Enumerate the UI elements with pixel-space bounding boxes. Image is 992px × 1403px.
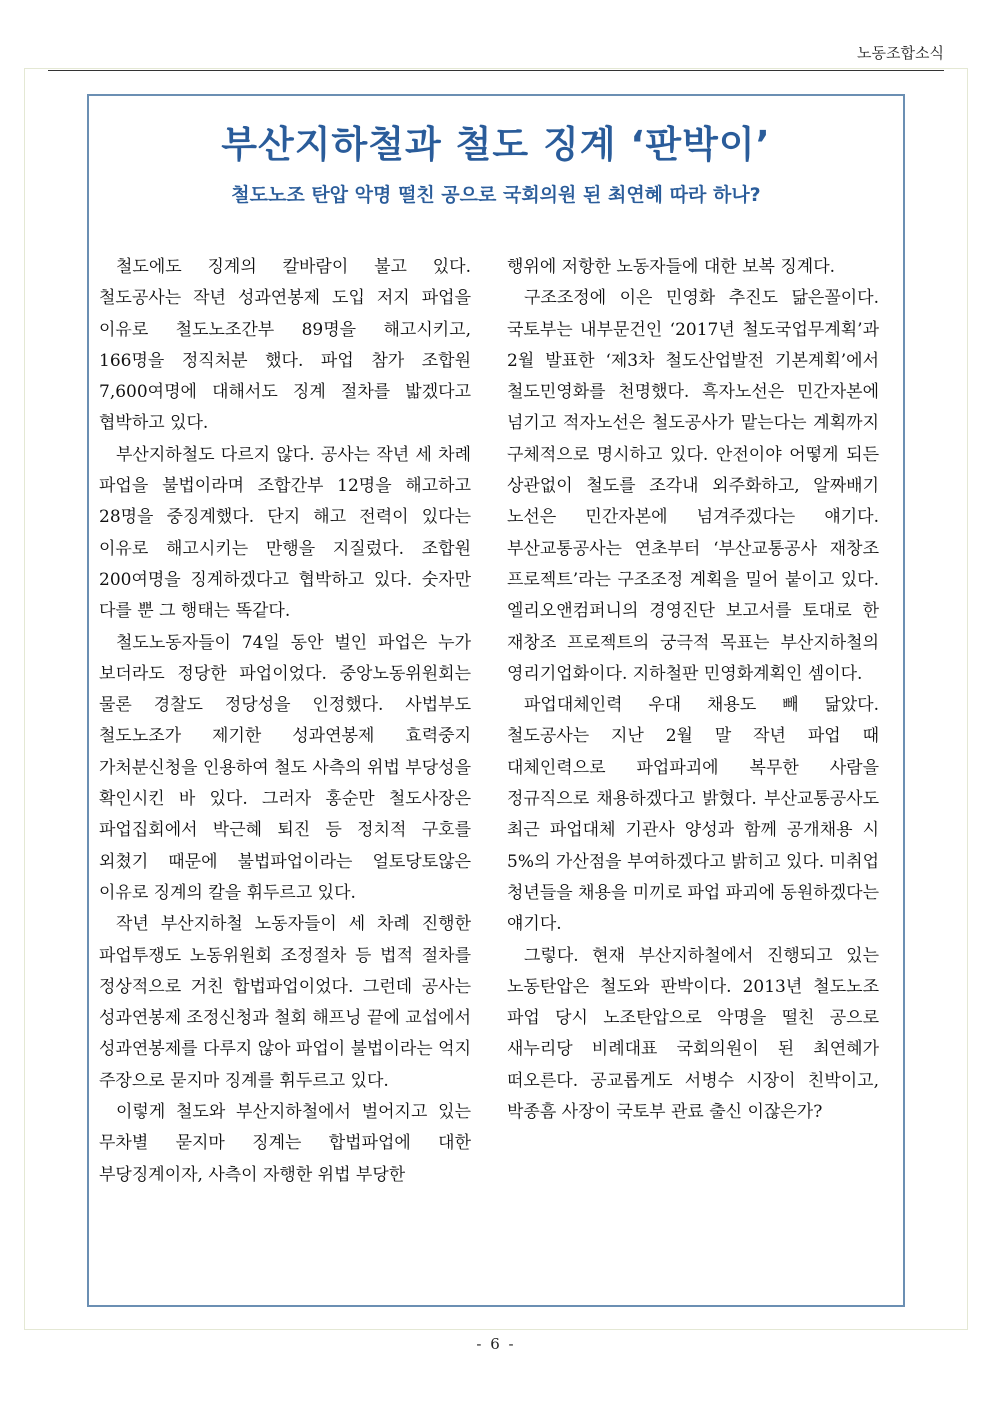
paragraph: 부산지하철도 다르지 않다. 공사는 작년 세 차례 파업을 불법이라며 조합간부 12명을 해고하고 28명을 중징계했다. 단지 해고 전력이 있다는 이유로 해고시키는 만행을 지질렀다. 조합원 200여명을 징계하겠다고 협박하고 있다. 숫자만 다를 뿐 그 행태는 똑같다.: [99, 444, 471, 622]
paragraph: 구조조정에 이은 민영화 추진도 닮은꼴이다. 국토부는 내부문건인 ‘2017년 철도국업무계획’과 2월 발표한 ‘제3차 철도산업발전 기본계획’에서 철도민영화를 천명했다. 흑자노선은 민간자본에 넘기고 적자노선은 철도공사가 맡는다는 계획까지 구체적으로 명시하고 있다. 안전이야 어떻게 되든 상관없이 철도를 조각내 외주화하고, 알짜배기 노선은 민간자본에 넘겨주겠다는 얘기다. 부산교통공사는 연초부터 ‘부산교통공사 재창조 프로젝트’라는 구조조정 계획을 밀어 붙이고 있다. 엘리오앤컴퍼니의 경영진단 보고서를 토대로 한 재창조 프로젝트의 궁극적 목표는 부산지하철의 영리기업화이다. 지하철판 민영화계획인 셈이다.: [507, 288, 879, 684]
section-header: 노동조합소식: [857, 44, 944, 62]
paragraph-continuation: 행위에 저항한 노동자들에 대한 보복 징계다.: [507, 257, 836, 277]
paragraph: 작년 부산지하철 노동자들이 세 차례 진행한 파업투쟁도 노동위원회 조정절차 등 법적 절차를 정상적으로 거친 합법파업이었다. 그런데 공사는 성과연봉제 조정신청과 철회 해프닝 끝에 교섭에서 성과연봉제를 다루지 않아 파업이 불법이라는 억지 주장으로 묻지마 징계를 휘두르고 있다.: [99, 914, 471, 1091]
paragraph: 그렇다. 현재 부산지하철에서 진행되고 있는 노동탄압은 철도와 판박이다. 2013년 철도노조 파업 당시 노조탄압으로 악명을 떨친 공으로 새누리당 비례대표 국회의원이 된 최연혜가 떠오른다. 공교롭게도 서병수 시장이 친박이고, 박종흠 사장이 국토부 관료 출신 이잖은가?: [507, 945, 879, 1123]
article-subtitle: 철도노조 탄압 악명 떨친 공으로 국회의원 된 최연혜 따라 하나?: [231, 184, 761, 206]
paragraph: 파업대체인력 우대 채용도 빼 닮았다. 철도공사는 지난 2월 말 작년 파업 때 대체인력으로 파업파괴에 복무한 사람을 정규직으로 채용하겠다고 밝혔다. 부산교통공사도 최근 파업대체 기관사 양성과 함께 공개채용 시 5%의 가산점을 부여하겠다고 밝히고 있다. 미취업 청년들을 채용을 미끼로 파업 파괴에 동원하겠다는 얘기다.: [507, 695, 879, 935]
paragraph: 철도노동자들이 74일 동안 벌인 파업은 누가 보더라도 정당한 파업이었다. 중앙노동위원회는 물론 경찰도 정당성을 인정했다. 사법부도 철도노조가 제기한 성과연봉제 효력중지 가처분신청을 인용하여 철도 사측의 위법 부당성을 확인시킨 바 있다. 그러자 홍순만 철도사장은 파업집회에서 박근혜 퇴진 등 정치적 구호를 외쳤기 때문에 불법파업이라는 얼토당토않은 이유로 징계의 칼을 휘두르고 있다.: [99, 632, 471, 903]
paragraph: 철도에도 징계의 칼바람이 불고 있다. 철도공사는 작년 성과연봉제 도입 저지 파업을 이유로 철도노조간부 89명을 해고시키고, 166명을 정직처분 했다. 파업 참가 조합원 7,600여명에 대해서도 징계 절차를 밟겠다고 협박하고 있다.: [99, 257, 471, 434]
article-title: 부산지하철과 철도 징계 ‘판박이’: [221, 123, 771, 166]
page-number: - 6 -: [476, 1335, 516, 1353]
article-column-left: [99, 252, 471, 1191]
paragraph: 이렇게 철도와 부산지하철에서 벌어지고 있는 무차별 묻지마 징계는 합법파업에 대한 부당징계이자, 사측이 자행한 위법 부당한: [99, 1102, 471, 1185]
article-box: [87, 94, 905, 1307]
article-column-right: [507, 252, 879, 1128]
header-divider: [48, 70, 944, 71]
